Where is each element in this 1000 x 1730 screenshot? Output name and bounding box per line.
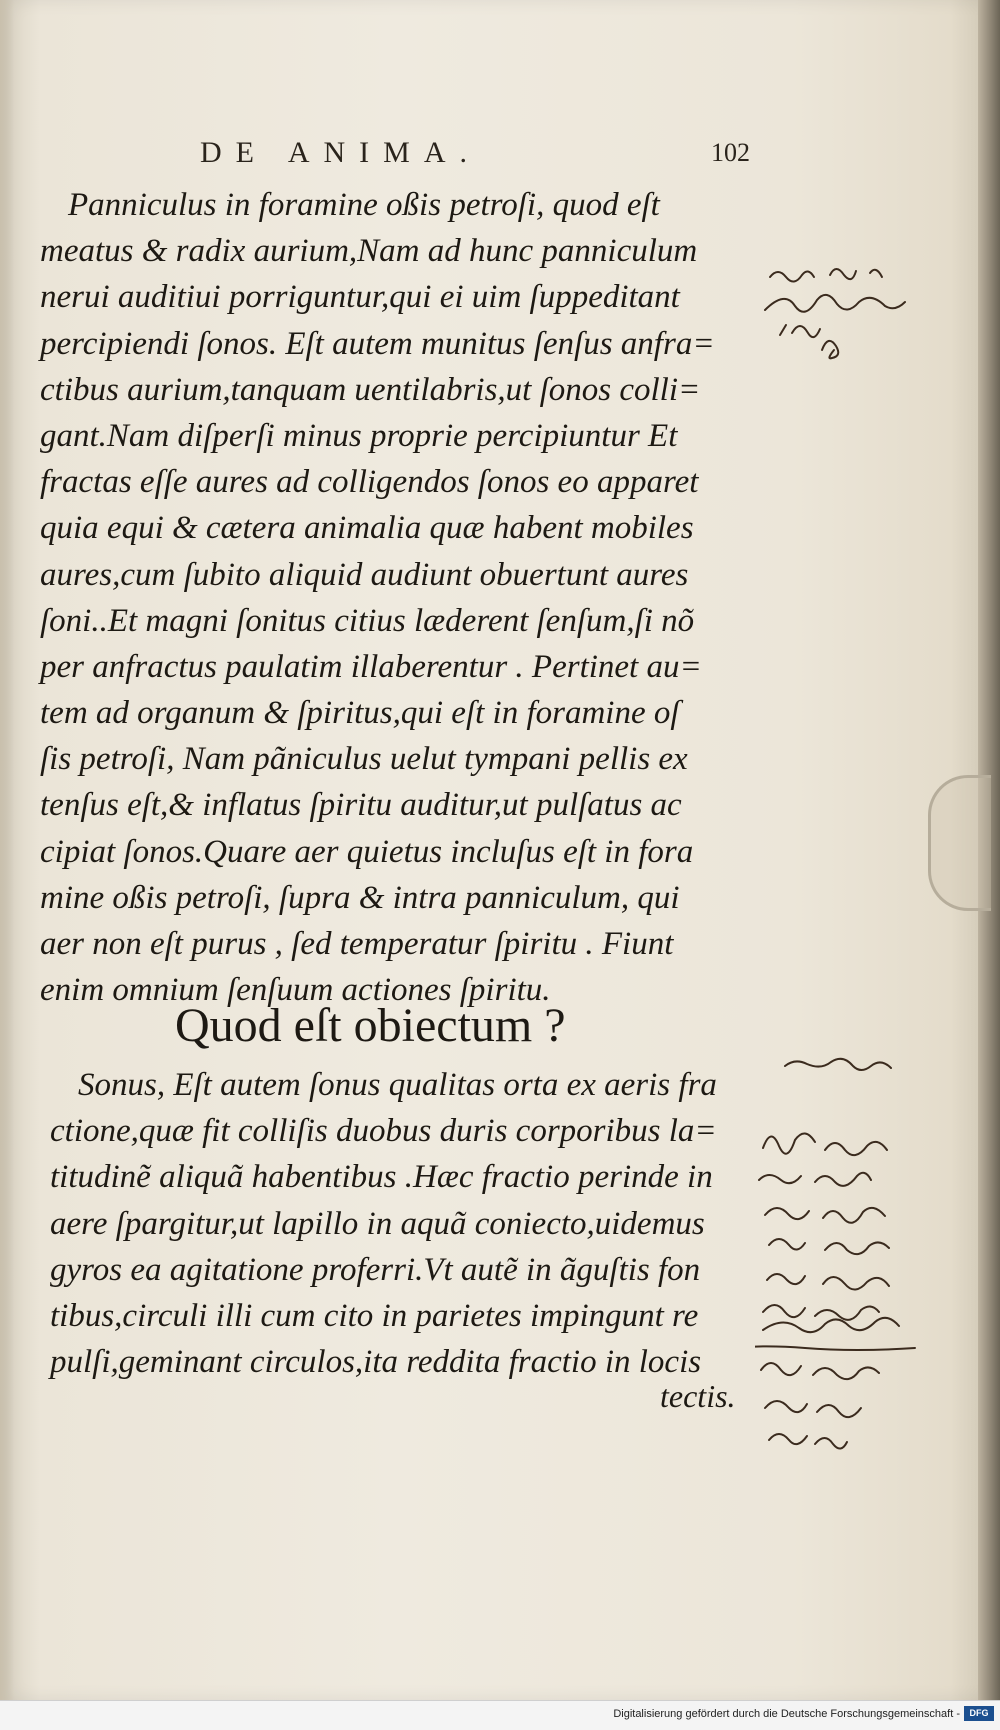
text-line: cipiat ſonos.Quare aer quietus incluſus eſt in fora — [40, 833, 694, 870]
text-line: tibus,circuli illi cum cito in parietes impingunt re — [50, 1297, 699, 1334]
text-line: meatus & radix aurium,Nam ad hunc panniculum — [40, 233, 698, 270]
book-clasp — [928, 775, 991, 911]
catchword: tectis. — [660, 1378, 736, 1414]
text-line: tenſus eſt,& inflatus ſpiritu auditur,ut pulſatus ac — [40, 787, 682, 824]
text-line: aures,cum ſubito aliquid audiunt obuertunt aures — [40, 556, 689, 593]
text-line: ſis petroſi, Nam pãniculus uelut tympani pellis ex — [40, 741, 688, 778]
text-line: aere ſpargitur,ut lapillo in aquã coniecto,uidemus — [50, 1205, 705, 1242]
text-line: fractas eſſe aures ad colligendos ſonos eo apparet — [40, 464, 699, 501]
body-text-2 — [50, 1062, 780, 1385]
text-line: titudinẽ aliquã habentibus .Hæc fractio perinde in — [50, 1159, 713, 1196]
text-line: tem ad organum & ſpiritus,qui eſt in foramine oſ — [40, 695, 680, 732]
text-line: pulſi,geminant circulos,ita reddita fractio in locis — [50, 1344, 702, 1381]
text-line: aer non eſt purus , ſed temperatur ſpiritu . Fiunt — [40, 926, 674, 962]
text-line: percipiendi ſonos. Eſt autem munitus ſenſus anfra= — [40, 325, 715, 362]
text-line: mine oßis petroſi, ſupra & intra panniculum, qui — [40, 879, 680, 916]
text-line: enim omnium ſenſuum actiones ſpiritu. — [40, 972, 551, 1009]
running-head: DE ANIMA. — [200, 136, 481, 169]
page-number: 102 — [711, 138, 750, 167]
body-text — [40, 182, 770, 1013]
text-line: Sonus, Eſt autem ſonus qualitas orta ex aeris fra — [78, 1067, 717, 1103]
text-line: gant.Nam diſperſi minus proprie percipiuntur Et — [40, 417, 678, 454]
page-gutter — [0, 0, 14, 1700]
text-line: nerui auditiui porriguntur,qui ei uim ſuppeditant — [40, 279, 680, 316]
attribution-text: Digitalisierung gefördert durch die Deutsche Forschungsgemeinschaft - — [613, 1708, 960, 1720]
text-line: ctibus aurium,tanquam uentilabris,ut ſonos colli= — [40, 371, 701, 408]
text-line: gyros ea agitatione proferri.Vt autẽ in ãguſtis fon — [50, 1251, 701, 1288]
section-heading: Quod eſt obiectum ? — [175, 999, 566, 1052]
text-line: quia equi & cætera animalia quæ habent mobiles — [40, 510, 694, 547]
dfg-logo: DFG — [964, 1706, 994, 1721]
text-line: per anfractus paulatim illaberentur . Pertinet au= — [40, 648, 702, 685]
text-line: ſoni..Et magni ſonitus citius læderent ſenſum,ſi nõ — [40, 602, 695, 639]
text-line: ctione,quæ fit colliſis duobus duris corporibus la= — [50, 1113, 717, 1150]
text-line: Panniculus in foramine oßis petroſi, quod eſt — [68, 187, 660, 223]
page-header — [200, 136, 760, 176]
